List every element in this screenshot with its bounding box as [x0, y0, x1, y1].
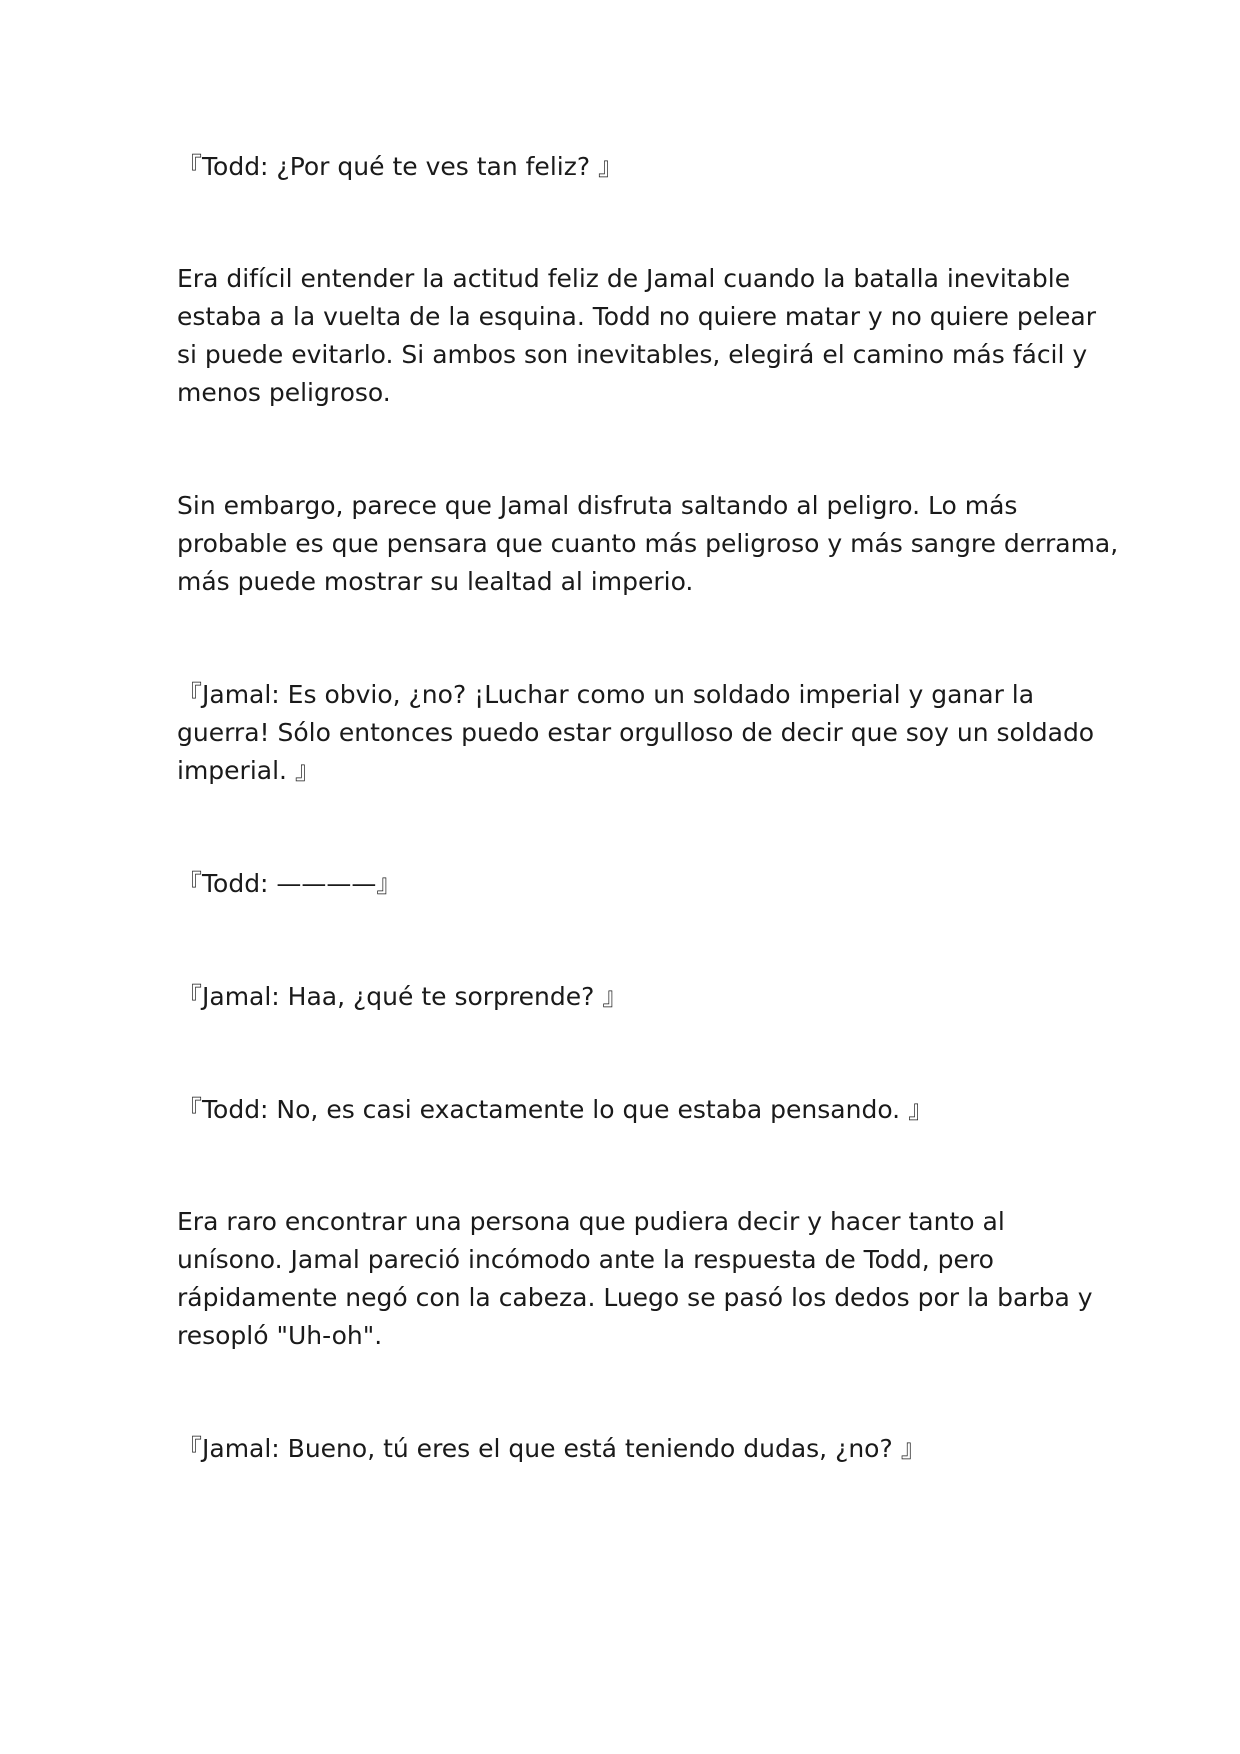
text-line: 『Jamal: Haa, ¿qué te sorprende? 』 — [177, 982, 628, 1011]
dialogue-todd-silence — [177, 865, 1077, 903]
dialogue-jamal-surprise — [177, 978, 1077, 1016]
dialogue-jamal-doubts — [177, 1430, 1077, 1468]
text-line: probable es que pensara que cuanto más peligroso y más sangre derrama, — [177, 529, 1119, 558]
text-line: estaba a la vuelta de la esquina. Todd no quiere matar y no quiere pelear — [177, 302, 1097, 331]
text-line: rápidamente negó con la cabeza. Luego se pasó los dedos por la barba y — [177, 1283, 1093, 1312]
paragraph-jamal-reaction — [177, 1203, 1093, 1355]
dialogue-todd-why-happy — [177, 148, 1077, 186]
text-line: 『Todd: ¿Por qué te ves tan feliz? 』 — [177, 152, 624, 181]
text-line: 『Todd: ————』 — [177, 869, 402, 898]
text-line: resopló "Uh-oh". — [177, 1321, 383, 1350]
text-line: si puede evitarlo. Si ambos son inevitables, elegirá el camino más fácil y — [177, 340, 1088, 369]
text-line: Sin embargo, parece que Jamal disfruta saltando al peligro. Lo más — [177, 491, 1018, 520]
text-line: imperial. 』 — [177, 756, 320, 785]
text-line: 『Todd: No, es casi exactamente lo que estaba pensando. 』 — [177, 1095, 934, 1124]
dialogue-todd-thinking — [177, 1091, 1077, 1129]
text-line: Era raro encontrar una persona que pudiera decir y hacer tanto al — [177, 1207, 1005, 1236]
text-line: Era difícil entender la actitud feliz de Jamal cuando la batalla inevitable — [177, 264, 1071, 293]
text-line: 『Jamal: Es obvio, ¿no? ¡Luchar como un soldado imperial y ganar la — [177, 680, 1035, 709]
paragraph-jamal-attitude — [177, 260, 1097, 412]
text-line: guerra! Sólo entonces puedo estar orgulloso de decir que soy un soldado — [177, 718, 1095, 747]
text-line: menos peligroso. — [177, 378, 391, 407]
paragraph-jamal-danger — [177, 487, 1119, 601]
dialogue-jamal-obvious — [177, 676, 1095, 790]
text-line: unísono. Jamal pareció incómodo ante la respuesta de Todd, pero — [177, 1245, 994, 1274]
text-line: 『Jamal: Bueno, tú eres el que está teniendo dudas, ¿no? 』 — [177, 1434, 926, 1463]
text-line: más puede mostrar su lealtad al imperio. — [177, 567, 694, 596]
